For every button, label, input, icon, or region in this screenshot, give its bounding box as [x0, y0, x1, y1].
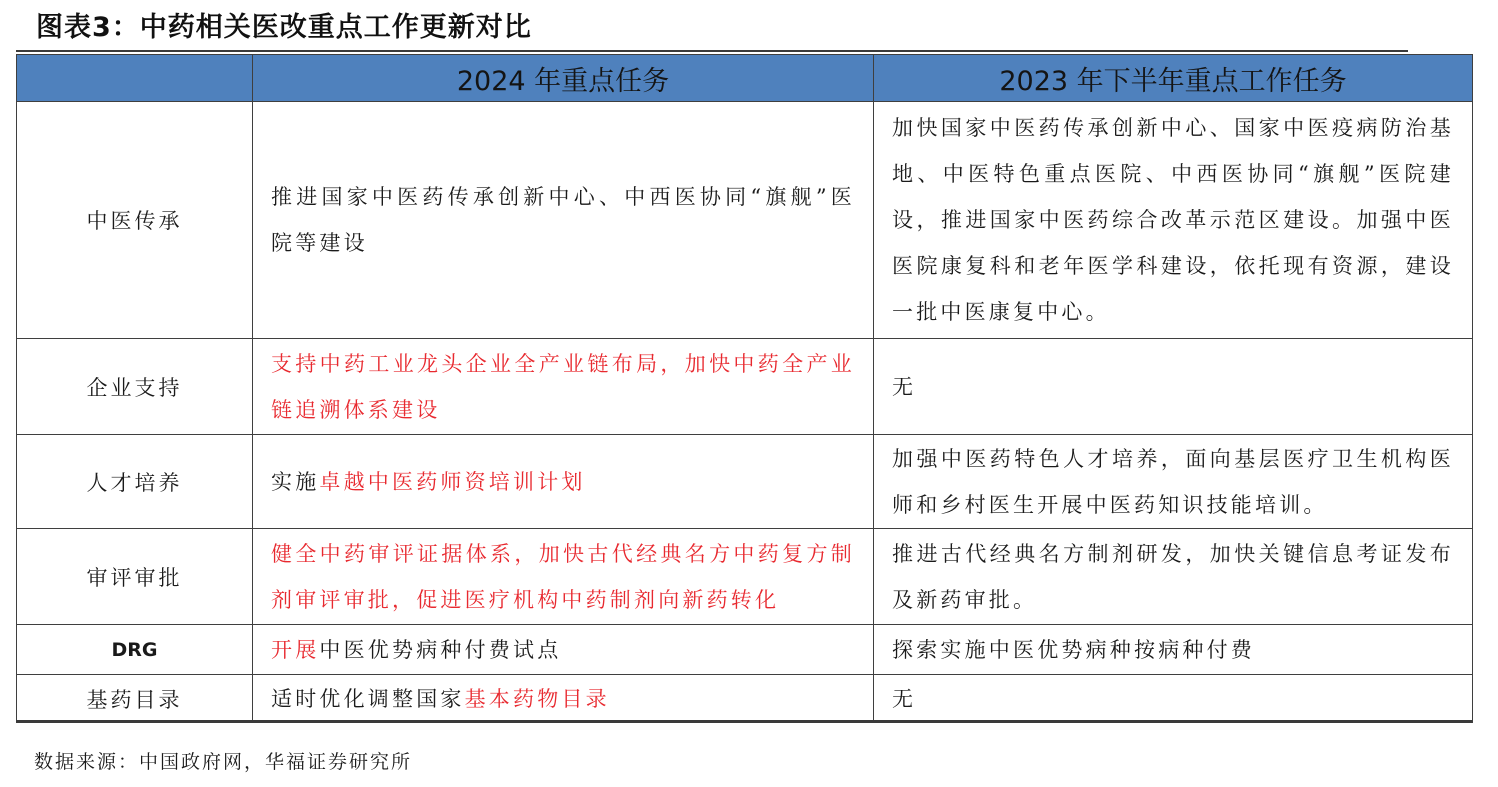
task-text-highlight: 支持中药工业龙头企业全产业链布局，加快中药全产业链追溯体系建设: [271, 351, 855, 422]
row-2024-task: [253, 102, 874, 339]
table-row-review-approval: [17, 529, 1473, 625]
row-category: 人才培养: [17, 435, 253, 529]
header-2024-tasks: 2024 年重点任务: [253, 55, 874, 102]
task-text-segment: 实施: [271, 469, 320, 494]
table-row-essential-drug-list: [17, 675, 1473, 723]
task-text-segment: 推进国家中医药传承创新中心、中西医协同“旗舰”医院等建设: [271, 185, 855, 255]
table-header-row: [17, 55, 1473, 102]
source-note: 数据来源：中国政府网，华福证券研究所: [34, 751, 413, 773]
row-category: 审评审批: [17, 529, 253, 625]
row-2023-task: 推进古代经典名方制剂研发，加快关键信息考证发布及新药审批。: [874, 529, 1473, 625]
row-2023-task: 无: [874, 339, 1473, 435]
row-2023-task: 加强中医药特色人才培养，面向基层医疗卫生机构医师和乡村医生开展中医药知识技能培训。: [874, 435, 1473, 529]
task-text-highlight: 卓越中医药师资培训计划: [319, 469, 586, 494]
row-category: 基药目录: [17, 675, 253, 723]
header-category: [17, 55, 253, 102]
row-2024-task: [253, 529, 874, 625]
table-row-talent-training: [17, 435, 1473, 529]
table-row-tcm-inheritance: [17, 102, 1473, 339]
row-2023-task: 探索实施中医优势病种按病种付费: [874, 625, 1473, 675]
task-text-segment: 适时优化调整国家: [271, 686, 465, 711]
row-2023-task: 加快国家中医药传承创新中心、国家中医疫病防治基地、中医特色重点医院、中西医协同“旗舰”医院建设，推进国家中医药综合改革示范区建设。加强中医医院康复科和老年医学科建设，依托现有资源，建设一批中医康复中心。: [874, 102, 1473, 339]
table-bottom-rule: [16, 720, 1472, 723]
header-2023h2-tasks: 2023 年下半年重点工作任务: [874, 55, 1473, 102]
row-2024-task: [253, 435, 874, 529]
row-2024-task: [253, 339, 874, 435]
page-title: 图表3：中药相关医改重点工作更新对比: [36, 12, 532, 43]
task-text-highlight: 开展: [271, 637, 320, 662]
row-2024-task: [253, 675, 874, 723]
row-category: 中医传承: [17, 102, 253, 339]
comparison-table: [16, 54, 1473, 723]
task-text-highlight: 基本药物目录: [464, 686, 610, 711]
title-divider: [16, 50, 1408, 52]
task-text-segment: 中医优势病种付费试点: [319, 637, 562, 662]
row-category: 企业支持: [17, 339, 253, 435]
row-category: DRG: [17, 625, 253, 675]
task-text-highlight: 健全中药审评证据体系，加快古代经典名方中药复方制剂审评审批，促进医疗机构中药制剂向新药转化: [271, 541, 855, 612]
row-2023-task: 无: [874, 675, 1473, 723]
table-row-enterprise-support: [17, 339, 1473, 435]
row-2024-task: [253, 625, 874, 675]
table-row-drg: [17, 625, 1473, 675]
